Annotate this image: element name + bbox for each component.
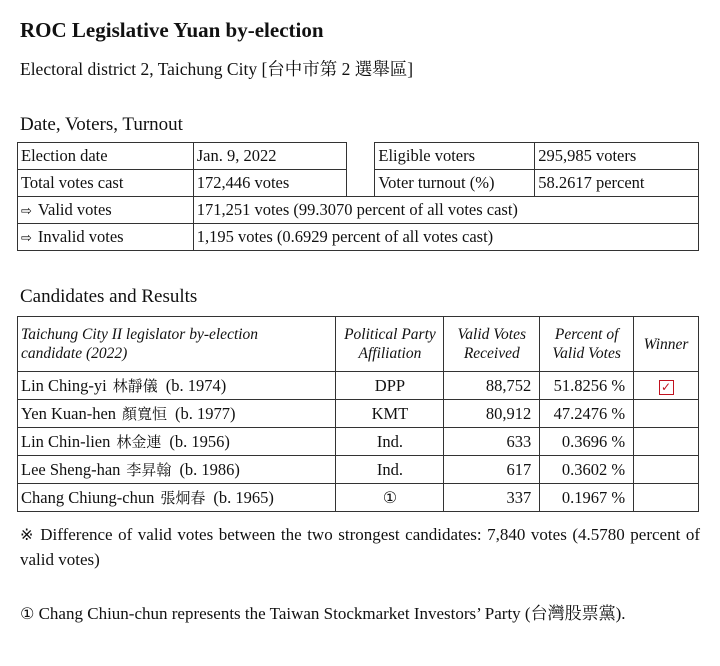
footnote-mark: ① (20, 604, 35, 623)
column-header-votes (444, 317, 540, 372)
valid-votes-cell (18, 197, 194, 224)
section-heading-candidates: Candidates and Results (20, 286, 198, 307)
table-row (18, 197, 699, 224)
table-row (18, 170, 699, 197)
valid-votes-label: Valid votes (37, 200, 112, 219)
votes-cell: 337 (444, 484, 540, 512)
candidate-name: Chang Chiung-chun (21, 488, 155, 507)
table-row (18, 484, 699, 512)
candidate-birth: (b. 1986) (179, 460, 240, 479)
table-row (18, 456, 699, 484)
arrow-right-icon: ⇨ (21, 204, 32, 219)
invalid-votes-value: 1,195 votes (0.6929 percent of all votes cast) (193, 224, 698, 251)
header-line: Received (463, 345, 520, 362)
page-subtitle: Electoral district 2, Taichung City [台中市第 2 選舉區] (20, 59, 414, 79)
winner-cell (634, 372, 699, 400)
column-header-party (336, 317, 444, 372)
candidate-cell (18, 400, 336, 428)
candidate-chinese-name: 李昇翰 (126, 461, 172, 479)
header-line: Percent of (554, 326, 619, 343)
votes-cell: 88,752 (444, 372, 540, 400)
table-row (18, 400, 699, 428)
votes-cell: 80,912 (444, 400, 540, 428)
candidate-chinese-name: 張炯春 (160, 489, 206, 507)
header-line: Political Party (344, 326, 436, 343)
table-row (18, 372, 699, 400)
reference-mark-icon: ※ (20, 525, 35, 544)
column-header-winner: Winner (634, 317, 699, 372)
total-votes-label: Total votes cast (18, 170, 194, 197)
turnout-label: Voter turnout (%) (375, 170, 535, 197)
candidate-chinese-name: 林金連 (116, 433, 162, 451)
winner-checkbox-icon: ✓ (659, 380, 674, 395)
header-line: Taichung City II legislator by-election (21, 326, 259, 343)
header-line: candidate (2022) (21, 345, 128, 362)
winner-cell (634, 456, 699, 484)
candidate-birth: (b. 1974) (165, 376, 227, 395)
candidate-cell (18, 456, 336, 484)
candidate-name: Yen Kuan-hen (21, 404, 117, 423)
results-table (17, 316, 699, 512)
valid-votes-value: 171,251 votes (99.3070 percent of all votes cast) (193, 197, 698, 224)
candidate-name: Lin Ching-yi (21, 376, 107, 395)
candidate-cell (18, 428, 336, 456)
percent-cell: 0.3602 % (540, 456, 634, 484)
votes-cell: 617 (444, 456, 540, 484)
table-row (18, 224, 699, 251)
difference-text: Difference of valid votes between the two strongest candidates: 7,840 votes (4.5780 percent of valid votes) (20, 525, 700, 569)
footnote (20, 601, 700, 626)
candidate-birth: (b. 1977) (175, 404, 236, 423)
candidate-chinese-name: 林靜儀 (112, 377, 158, 395)
candidate-name: Lee Sheng-han (21, 460, 121, 479)
party-cell: DPP (336, 372, 444, 400)
footnote-text: Chang Chiun-chun represents the Taiwan Stockmarket Investors’ Party (台灣股票黨). (38, 604, 626, 623)
section-heading-voters: Date, Voters, Turnout (20, 114, 183, 135)
percent-cell: 0.3696 % (540, 428, 634, 456)
votes-cell: 633 (444, 428, 540, 456)
candidate-cell (18, 484, 336, 512)
table-row (18, 428, 699, 456)
candidate-cell (18, 372, 336, 400)
turnout-value: 58.2617 percent (535, 170, 699, 197)
invalid-votes-cell (18, 224, 194, 251)
percent-cell: 47.2476 % (540, 400, 634, 428)
difference-note (20, 522, 700, 572)
percent-cell: 0.1967 % (540, 484, 634, 512)
winner-cell (634, 484, 699, 512)
column-header-percent (540, 317, 634, 372)
candidate-birth: (b. 1965) (213, 488, 274, 507)
winner-cell (634, 400, 699, 428)
party-cell: Ind. (336, 428, 444, 456)
column-header-candidate (18, 317, 336, 372)
voters-table (17, 142, 699, 251)
invalid-votes-label: Invalid votes (37, 227, 124, 246)
header-line: Valid Votes (457, 326, 527, 343)
table-row (18, 143, 699, 170)
eligible-voters-label: Eligible voters (375, 143, 535, 170)
election-date-label: Election date (18, 143, 194, 170)
table-header-row (18, 317, 699, 372)
party-cell: ① (336, 484, 444, 512)
candidate-birth: (b. 1956) (169, 432, 230, 451)
page-title: ROC Legislative Yuan by-election (20, 18, 324, 42)
header-line: Valid Votes (552, 345, 621, 362)
header-line: Affiliation (358, 345, 422, 362)
percent-cell: 51.8256 % (540, 372, 634, 400)
party-cell: Ind. (336, 456, 444, 484)
party-cell: KMT (336, 400, 444, 428)
eligible-voters-value: 295,985 voters (535, 143, 699, 170)
candidate-chinese-name: 顏寬恒 (122, 405, 168, 423)
table-gap (347, 170, 375, 197)
arrow-right-icon: ⇨ (21, 231, 32, 246)
winner-cell (634, 428, 699, 456)
table-gap (347, 143, 375, 170)
election-date-value: Jan. 9, 2022 (193, 143, 347, 170)
candidate-name: Lin Chin-lien (21, 432, 111, 451)
total-votes-value: 172,446 votes (193, 170, 347, 197)
